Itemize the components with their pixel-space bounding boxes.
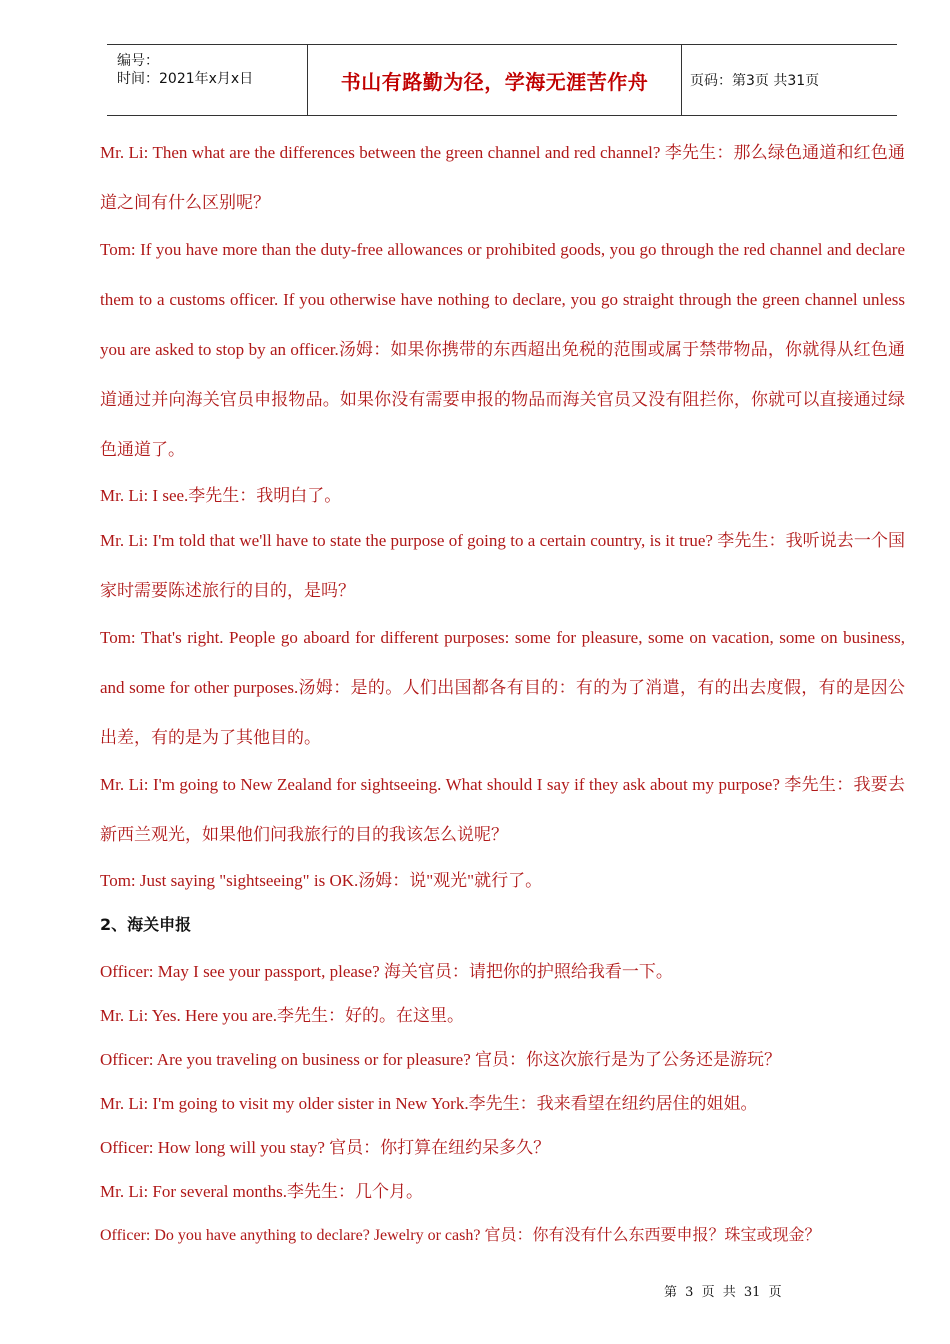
page-footer: [662, 1281, 784, 1300]
dialogue-paragraph: Mr. Li: I'm going to New Zealand for sightseeing. What should I say if they ask about my purpose? 李先生：我要去新西兰观光，如果他们问我旅行的目的我该怎么说呢？: [100, 775, 905, 844]
page-info: 页码：第3页 共31页: [690, 73, 820, 89]
document-header: [107, 44, 897, 116]
dialogue-line: Officer: Are you traveling on business or for pleasure? 官员：你这次旅行是为了公务还是游玩？: [100, 1050, 781, 1069]
date-label: 时间：2021年x月x日: [117, 71, 254, 87]
dialogue-line: Mr. Li: I'm going to visit my older sister in New York.李先生：我来看望在纽约居住的姐姐。: [100, 1094, 758, 1113]
dialogue-line: Officer: Do you have anything to declare? Jewelry or cash? 官员：你有没有什么东西要申报？珠宝或现金？: [100, 1227, 821, 1244]
dialogue-line: Officer: May I see your passport, please? 海关官员：请把你的护照给我看一下。: [100, 962, 673, 981]
document-body: [100, 128, 905, 1256]
dialogue-paragraph: Mr. Li: Then what are the differences between the green channel and red channel? 李先生：那么绿色通道和红色通道之间有什么区别呢？: [100, 143, 905, 212]
footer-ye2: 页: [768, 1285, 782, 1300]
dialogue-line: Officer: How long will you stay? 官员：你打算在纽约呆多久？: [100, 1138, 551, 1157]
dialogue-line: Mr. Li: Yes. Here you are.李先生：好的。在这里。: [100, 1006, 465, 1025]
footer-page-number: 3: [685, 1285, 694, 1300]
section-title: 2、海关申报: [100, 915, 192, 934]
dialogue-paragraph: Tom: Just saying "sightseeing" is OK.汤姆：说"观光"就行了。: [100, 871, 543, 890]
dialogue-paragraph: Mr. Li: I'm told that we'll have to state the purpose of going to a certain country, is it true? 李先生：我听说去一个国家时需要陈述旅行的目的，是吗？: [100, 531, 905, 600]
dialogue-line: Mr. Li: For several months.李先生：几个月。: [100, 1182, 423, 1201]
footer-gong: 共: [722, 1285, 736, 1300]
footer-total-pages: 31: [743, 1285, 761, 1300]
serial-label: 编号：: [117, 53, 159, 69]
footer-ye: 页: [701, 1285, 715, 1300]
dialogue-paragraph: Mr. Li: I see.李先生：我明白了。: [100, 486, 342, 505]
header-meta-cell: [107, 45, 308, 115]
header-page-cell: [682, 45, 897, 115]
dialogue-paragraph: Tom: That's right. People go aboard for different purposes: some for pleasure, some on vacation, some on business, and some for other purposes.汤姆：是的。人们出国都各有目的：有的为了消遣，有的出去度假，有的是因公出差，有的是为了其他目的。: [100, 628, 905, 747]
dialogue-paragraph: Tom: If you have more than the duty-free allowances or prohibited goods, you go through the red channel and declare them to a customs officer. If you otherwise have nothing to declare, you go straight through the green channel unless you are asked to stop by an officer.汤姆：如果你携带的东西超出免税的范围或属于禁带物品，你就得从红色通道通过并向海关官员申报物品。如果你没有需要申报的物品而海关官员又没有阻拦你，你就可以直接通过绿色通道了。: [100, 240, 905, 459]
footer-di: 第: [664, 1285, 678, 1300]
header-motto-cell: [308, 45, 682, 115]
motto: 书山有路勤为径，学海无涯苦作舟: [340, 69, 649, 94]
